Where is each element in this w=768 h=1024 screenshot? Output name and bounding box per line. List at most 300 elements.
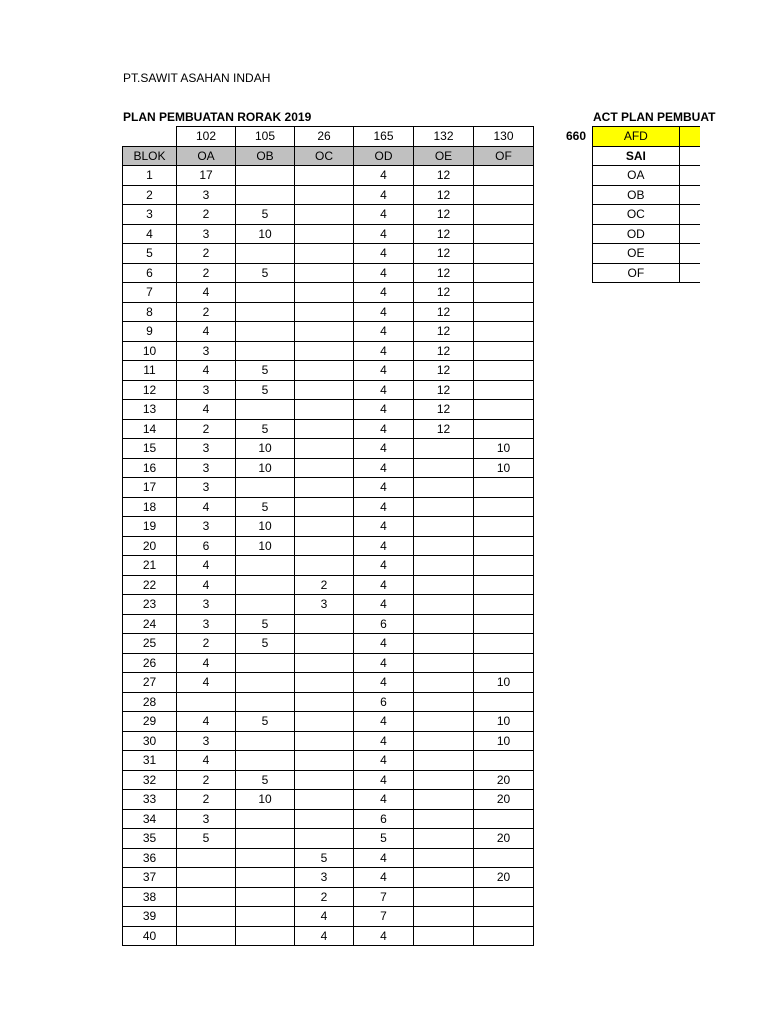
value-cell: 17 (177, 166, 236, 186)
value-cell: 4 (354, 712, 414, 732)
value-cell (414, 907, 474, 927)
value-cell (474, 419, 534, 439)
value-cell: 12 (414, 185, 474, 205)
blok-cell: 7 (123, 283, 177, 303)
value-cell (295, 458, 354, 478)
value-cell: 10 (474, 731, 534, 751)
value-cell (474, 185, 534, 205)
value-cell (177, 868, 236, 888)
table-row (123, 907, 534, 927)
table-row (123, 439, 534, 459)
value-cell: 6 (177, 536, 236, 556)
value-cell (295, 244, 354, 264)
value-cell (474, 692, 534, 712)
value-cell: 10 (236, 458, 295, 478)
value-cell (236, 400, 295, 420)
table-row (123, 341, 534, 361)
value-cell: 10 (236, 517, 295, 537)
value-cell (474, 205, 534, 225)
table-row (123, 400, 534, 420)
value-cell: 4 (354, 361, 414, 381)
value-cell: 4 (177, 653, 236, 673)
value-cell (295, 283, 354, 303)
value-cell (295, 517, 354, 537)
total-cell: 26 (295, 127, 354, 147)
value-cell: 4 (354, 673, 414, 693)
value-cell: 5 (236, 497, 295, 517)
value-cell (414, 439, 474, 459)
value-cell: 5 (236, 380, 295, 400)
value-cell (414, 731, 474, 751)
value-cell: 3 (177, 380, 236, 400)
value-cell: 4 (177, 751, 236, 771)
value-cell (177, 692, 236, 712)
blok-cell: 1 (123, 166, 177, 186)
blok-cell: 12 (123, 380, 177, 400)
value-cell (474, 575, 534, 595)
value-cell: 4 (177, 400, 236, 420)
value-cell: 3 (177, 809, 236, 829)
table-row (123, 458, 534, 478)
value-cell: 12 (414, 419, 474, 439)
value-cell (295, 205, 354, 225)
table-row (123, 634, 534, 654)
value-cell (295, 322, 354, 342)
table-row (123, 380, 534, 400)
value-cell (295, 731, 354, 751)
value-cell: 4 (354, 458, 414, 478)
value-cell: 3 (295, 595, 354, 615)
value-cell (414, 653, 474, 673)
blok-cell: 18 (123, 497, 177, 517)
value-cell (236, 653, 295, 673)
grand-total-value: 660 (566, 129, 587, 143)
table-row (123, 166, 534, 186)
value-cell (474, 283, 534, 303)
blok-cell: 24 (123, 614, 177, 634)
value-cell: 12 (414, 283, 474, 303)
value-cell (295, 790, 354, 810)
value-cell: 2 (177, 205, 236, 225)
value-cell: 4 (177, 283, 236, 303)
value-cell: 2 (177, 302, 236, 322)
value-cell (236, 887, 295, 907)
total-cell: 102 (177, 127, 236, 147)
blok-cell: 26 (123, 653, 177, 673)
act-plan-title: ACT PLAN PEMBUAT (593, 110, 716, 124)
value-cell (414, 497, 474, 517)
blok-cell: 39 (123, 907, 177, 927)
afd-cell: OA (593, 166, 680, 186)
value-cell (236, 341, 295, 361)
act-header-cell: AFD (593, 127, 680, 147)
value-cell (236, 731, 295, 751)
value-cell: 12 (414, 400, 474, 420)
blok-cell: 27 (123, 673, 177, 693)
value-cell: 4 (177, 673, 236, 693)
value-cell (414, 517, 474, 537)
value-cell (236, 868, 295, 888)
blok-cell: 15 (123, 439, 177, 459)
value-cell (474, 497, 534, 517)
value-cell (474, 751, 534, 771)
value-cell (236, 751, 295, 771)
table-row (123, 653, 534, 673)
value-cell: 2 (177, 263, 236, 283)
value-cell (474, 634, 534, 654)
value-cell: 4 (354, 634, 414, 654)
value-cell: 12 (414, 205, 474, 225)
header-row (123, 146, 534, 166)
value-cell (295, 302, 354, 322)
blok-cell: 8 (123, 302, 177, 322)
value-cell: 4 (354, 575, 414, 595)
value-cell (414, 556, 474, 576)
value-cell: 10 (236, 790, 295, 810)
afd-cell: SAI (593, 146, 680, 166)
value-cell (177, 907, 236, 927)
blok-cell: 6 (123, 263, 177, 283)
value-cell: 3 (177, 439, 236, 459)
value-cell: 5 (236, 770, 295, 790)
header-cell: BLOK (123, 146, 177, 166)
value-cell: 4 (354, 380, 414, 400)
value-cell: 4 (354, 770, 414, 790)
value-cell (414, 809, 474, 829)
table-row (123, 751, 534, 771)
value-cell (414, 458, 474, 478)
blok-cell: 20 (123, 536, 177, 556)
value-cell (474, 536, 534, 556)
table-row (123, 419, 534, 439)
value-cell: 7 (354, 887, 414, 907)
blok-cell: 34 (123, 809, 177, 829)
value-cell (474, 322, 534, 342)
value-cell (414, 634, 474, 654)
value-cell: 3 (177, 185, 236, 205)
value-cell (474, 400, 534, 420)
value-cell: 4 (354, 244, 414, 264)
table-row (123, 185, 534, 205)
value-cell (295, 224, 354, 244)
value-cell (414, 770, 474, 790)
afd-cell: OB (593, 185, 680, 205)
value-cell (236, 302, 295, 322)
value-cell: 12 (414, 341, 474, 361)
value-cell (414, 848, 474, 868)
value-cell (295, 634, 354, 654)
table-row (123, 673, 534, 693)
table-row (123, 205, 534, 225)
value-cell: 3 (177, 614, 236, 634)
blok-cell: 13 (123, 400, 177, 420)
value-cell (236, 244, 295, 264)
table-row (123, 283, 534, 303)
blok-cell: 28 (123, 692, 177, 712)
totals-row (123, 127, 534, 147)
total-cell: 165 (354, 127, 414, 147)
value-cell: 20 (474, 770, 534, 790)
value-cell (295, 770, 354, 790)
value-cell: 5 (236, 263, 295, 283)
blok-cell: 10 (123, 341, 177, 361)
value-cell: 4 (354, 517, 414, 537)
table-row (123, 224, 534, 244)
value-cell: 4 (354, 595, 414, 615)
company-name: PT.SAWIT ASAHAN INDAH (123, 71, 271, 85)
value-cell: 12 (414, 302, 474, 322)
value-cell (414, 887, 474, 907)
value-cell: 12 (414, 322, 474, 342)
value-cell: 4 (354, 439, 414, 459)
value-cell (474, 361, 534, 381)
value-cell (474, 478, 534, 498)
value-cell (414, 614, 474, 634)
afd-cell: OD (593, 224, 680, 244)
value-cell: 5 (236, 614, 295, 634)
value-cell (474, 907, 534, 927)
table-row (123, 478, 534, 498)
header-cell: OA (177, 146, 236, 166)
value-cell (474, 166, 534, 186)
table-row (123, 770, 534, 790)
blok-cell: 23 (123, 595, 177, 615)
value-cell: 5 (236, 205, 295, 225)
blok-cell: 21 (123, 556, 177, 576)
value-cell: 4 (177, 575, 236, 595)
value-cell (295, 185, 354, 205)
totals-blank-cell (123, 127, 177, 147)
value-cell (177, 926, 236, 946)
value-cell (414, 926, 474, 946)
value-cell: 10 (474, 712, 534, 732)
value-cell: 3 (177, 478, 236, 498)
value-cell (177, 848, 236, 868)
value-cell (474, 302, 534, 322)
value-cell (236, 907, 295, 927)
value-cell (236, 809, 295, 829)
value-cell (295, 692, 354, 712)
value-cell (236, 185, 295, 205)
value-cell: 4 (177, 361, 236, 381)
value-cell (474, 517, 534, 537)
value-cell: 20 (474, 790, 534, 810)
value-cell (414, 790, 474, 810)
value-cell (295, 712, 354, 732)
blok-cell: 2 (123, 185, 177, 205)
value-cell (295, 166, 354, 186)
afd-cell: OF (593, 263, 680, 283)
table-row (123, 302, 534, 322)
value-cell: 4 (177, 322, 236, 342)
value-cell (474, 263, 534, 283)
value-cell (236, 322, 295, 342)
table-row (123, 887, 534, 907)
value-cell: 12 (414, 380, 474, 400)
value-cell: 12 (414, 224, 474, 244)
value-cell: 6 (354, 809, 414, 829)
table-row (123, 361, 534, 381)
blok-cell: 33 (123, 790, 177, 810)
value-cell (474, 614, 534, 634)
value-cell (295, 556, 354, 576)
value-cell: 20 (474, 868, 534, 888)
sheet-clip (700, 126, 768, 286)
value-cell: 12 (414, 244, 474, 264)
value-cell: 5 (177, 829, 236, 849)
table-row (123, 848, 534, 868)
value-cell (236, 595, 295, 615)
value-cell: 2 (295, 575, 354, 595)
value-cell: 4 (354, 166, 414, 186)
blok-cell: 9 (123, 322, 177, 342)
value-cell (414, 868, 474, 888)
value-cell (295, 653, 354, 673)
value-cell: 4 (177, 556, 236, 576)
value-cell (414, 595, 474, 615)
blok-cell: 5 (123, 244, 177, 264)
value-cell: 2 (177, 244, 236, 264)
value-cell: 4 (295, 926, 354, 946)
value-cell: 6 (354, 614, 414, 634)
value-cell: 12 (414, 361, 474, 381)
blok-cell: 36 (123, 848, 177, 868)
value-cell: 10 (474, 439, 534, 459)
value-cell: 4 (354, 926, 414, 946)
value-cell (414, 712, 474, 732)
header-cell: OE (414, 146, 474, 166)
value-cell (295, 361, 354, 381)
table-row (123, 790, 534, 810)
value-cell: 4 (177, 497, 236, 517)
value-cell: 3 (177, 731, 236, 751)
value-cell: 12 (414, 166, 474, 186)
value-cell (295, 809, 354, 829)
value-cell (474, 887, 534, 907)
header-cell: OC (295, 146, 354, 166)
blok-cell: 3 (123, 205, 177, 225)
value-cell: 4 (354, 185, 414, 205)
blok-cell: 37 (123, 868, 177, 888)
value-cell: 4 (354, 322, 414, 342)
blok-cell: 19 (123, 517, 177, 537)
blok-cell: 25 (123, 634, 177, 654)
value-cell (236, 692, 295, 712)
blok-cell: 29 (123, 712, 177, 732)
header-cell: OD (354, 146, 414, 166)
value-cell (474, 595, 534, 615)
blok-cell: 16 (123, 458, 177, 478)
table-row (123, 809, 534, 829)
value-cell: 3 (177, 595, 236, 615)
value-cell: 3 (177, 458, 236, 478)
value-cell: 4 (354, 868, 414, 888)
blok-cell: 32 (123, 770, 177, 790)
value-cell: 4 (354, 341, 414, 361)
plan-title: PLAN PEMBUATAN RORAK 2019 (123, 110, 312, 124)
value-cell (414, 536, 474, 556)
value-cell (474, 244, 534, 264)
value-cell: 4 (354, 302, 414, 322)
value-cell: 2 (177, 634, 236, 654)
value-cell: 4 (295, 907, 354, 927)
value-cell (474, 224, 534, 244)
value-cell (414, 575, 474, 595)
value-cell (474, 556, 534, 576)
value-cell (236, 848, 295, 868)
value-cell: 5 (354, 829, 414, 849)
value-cell: 4 (354, 751, 414, 771)
blok-cell: 17 (123, 478, 177, 498)
total-cell: 130 (474, 127, 534, 147)
value-cell (236, 478, 295, 498)
blok-cell: 31 (123, 751, 177, 771)
table-row (123, 497, 534, 517)
value-cell (236, 283, 295, 303)
value-cell (295, 614, 354, 634)
afd-cell: OE (593, 244, 680, 264)
value-cell (295, 263, 354, 283)
value-cell: 12 (414, 263, 474, 283)
value-cell: 4 (354, 478, 414, 498)
value-cell: 5 (236, 712, 295, 732)
table-row (123, 712, 534, 732)
table-row (123, 517, 534, 537)
value-cell (236, 926, 295, 946)
blok-cell: 11 (123, 361, 177, 381)
value-cell (295, 751, 354, 771)
value-cell: 5 (236, 361, 295, 381)
value-cell: 5 (236, 419, 295, 439)
value-cell (236, 166, 295, 186)
value-cell: 10 (236, 439, 295, 459)
value-cell (295, 478, 354, 498)
value-cell: 4 (354, 400, 414, 420)
value-cell (474, 848, 534, 868)
table-row (123, 926, 534, 946)
value-cell (414, 751, 474, 771)
table-row (123, 829, 534, 849)
header-cell: OF (474, 146, 534, 166)
total-cell: 132 (414, 127, 474, 147)
value-cell (236, 556, 295, 576)
value-cell: 4 (354, 848, 414, 868)
header-cell: OB (236, 146, 295, 166)
blok-cell: 35 (123, 829, 177, 849)
value-cell: 4 (354, 283, 414, 303)
value-cell: 4 (354, 263, 414, 283)
value-cell (236, 829, 295, 849)
value-cell (474, 926, 534, 946)
value-cell: 10 (236, 224, 295, 244)
value-cell: 2 (295, 887, 354, 907)
value-cell (295, 380, 354, 400)
value-cell: 10 (474, 673, 534, 693)
table-row (123, 536, 534, 556)
value-cell: 4 (354, 790, 414, 810)
afd-cell: OC (593, 205, 680, 225)
value-cell: 3 (177, 341, 236, 361)
value-cell: 3 (295, 868, 354, 888)
value-cell: 3 (177, 517, 236, 537)
value-cell (295, 400, 354, 420)
table-row (123, 731, 534, 751)
value-cell: 20 (474, 829, 534, 849)
blok-cell: 4 (123, 224, 177, 244)
value-cell: 7 (354, 907, 414, 927)
value-cell (414, 692, 474, 712)
table-row (123, 692, 534, 712)
